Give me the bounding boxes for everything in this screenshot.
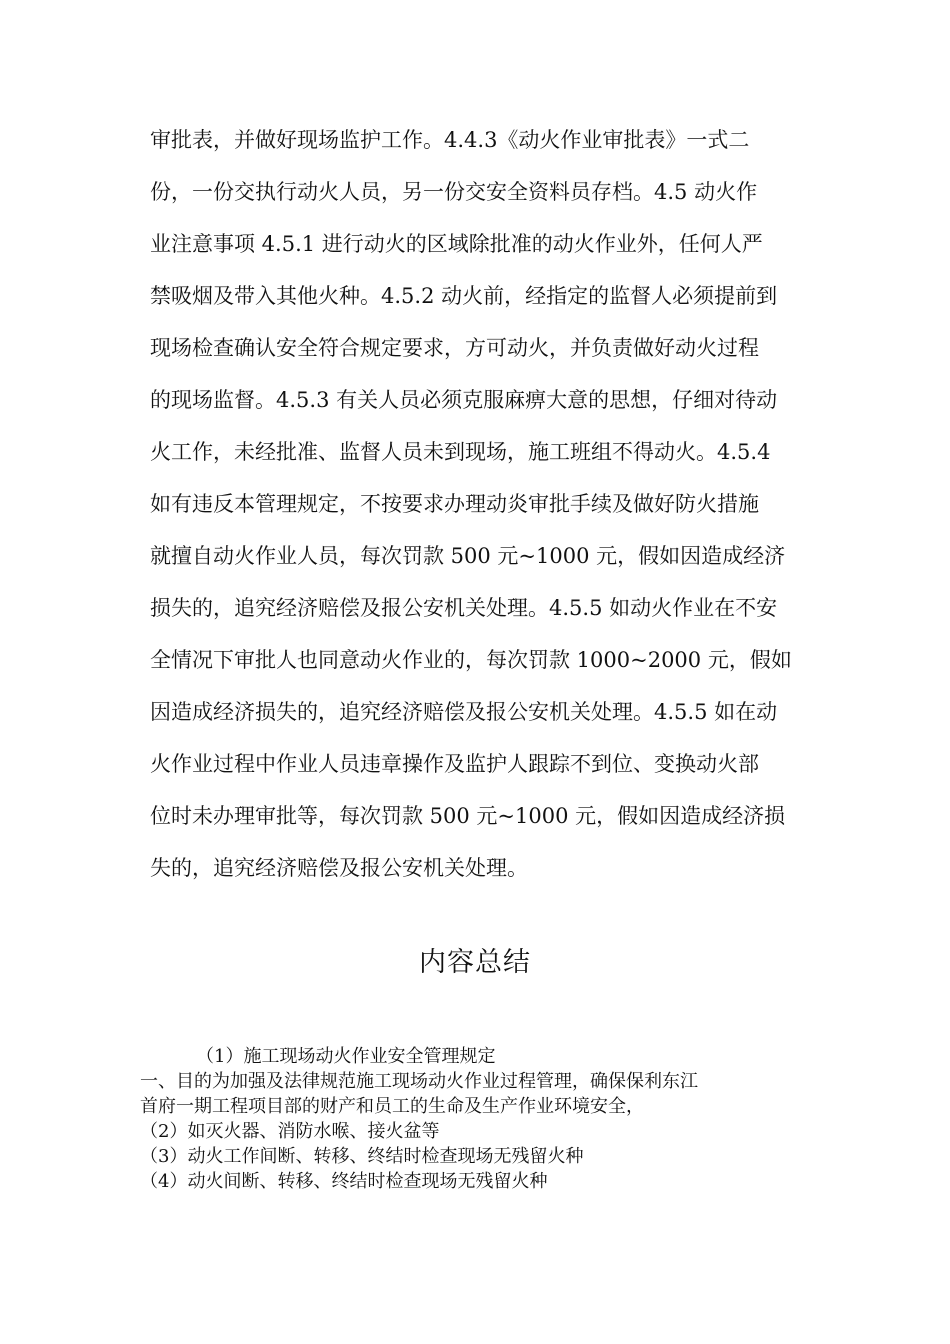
body-line: 因造成经济损失的，追究经济赔偿及报公安机关处理。4.5.5 如在动	[150, 700, 778, 724]
body-line: 失的，追究经济赔偿及报公安机关处理。	[150, 856, 528, 880]
body-line: 火作业过程中作业人员违章操作及监护人跟踪不到位、变换动火部	[150, 752, 759, 776]
body-line: 位时未办理审批等，每次罚款 500 元~1000 元，假如因造成经济损	[150, 804, 786, 828]
summary-title: 内容总结	[419, 947, 531, 978]
body-paragraph	[150, 114, 805, 894]
body-line: 份，一份交执行动火人员，另一份交安全资料员存档。4.5 动火作	[150, 180, 758, 204]
summary-list	[140, 1044, 820, 1194]
summary-line: （4）动火间断、转移、终结时检查现场无残留火种	[140, 1171, 548, 1192]
body-line: 火工作，未经批准、监督人员未到现场，施工班组不得动火。4.5.4	[150, 440, 771, 464]
body-line: 现场检查确认安全符合规定要求，方可动火，并负责做好动火过程	[150, 336, 759, 360]
body-line: 业注意事项 4.5.1 进行动火的区域除批准的动火作业外，任何人严	[150, 232, 763, 256]
body-line: 全情况下审批人也同意动火作业的，每次罚款 1000~2000 元，假如	[150, 648, 792, 672]
summary-line: （2）如灭火器、消防水喉、接火盆等	[140, 1121, 440, 1142]
body-line: 如有违反本管理规定，不按要求办理动炎审批手续及做好防火措施	[150, 492, 759, 516]
body-line: 损失的，追究经济赔偿及报公安机关处理。4.5.5 如动火作业在不安	[150, 596, 778, 620]
body-line: 的现场监督。4.5.3 有关人员必须克服麻痹大意的思想，仔细对待动	[150, 388, 778, 412]
body-line: 禁吸烟及带入其他火种。4.5.2 动火前，经指定的监督人必须提前到	[150, 284, 778, 308]
body-line: 审批表，并做好现场监护工作。4.4.3《动火作业审批表》一式二	[150, 128, 750, 152]
summary-line: （1）施工现场动火作业安全管理规定	[196, 1046, 496, 1067]
summary-line: 首府一期工程项目部的财产和员工的生命及生产作业环境安全，	[140, 1096, 644, 1117]
body-line: 就擅自动火作业人员，每次罚款 500 元~1000 元，假如因造成经济	[150, 544, 786, 568]
summary-line: （3）动火工作间断、转移、终结时检查现场无残留火种	[140, 1146, 584, 1167]
summary-line: 一、目的为加强及法律规范施工现场动火作业过程管理，确保保利东江	[140, 1071, 698, 1092]
